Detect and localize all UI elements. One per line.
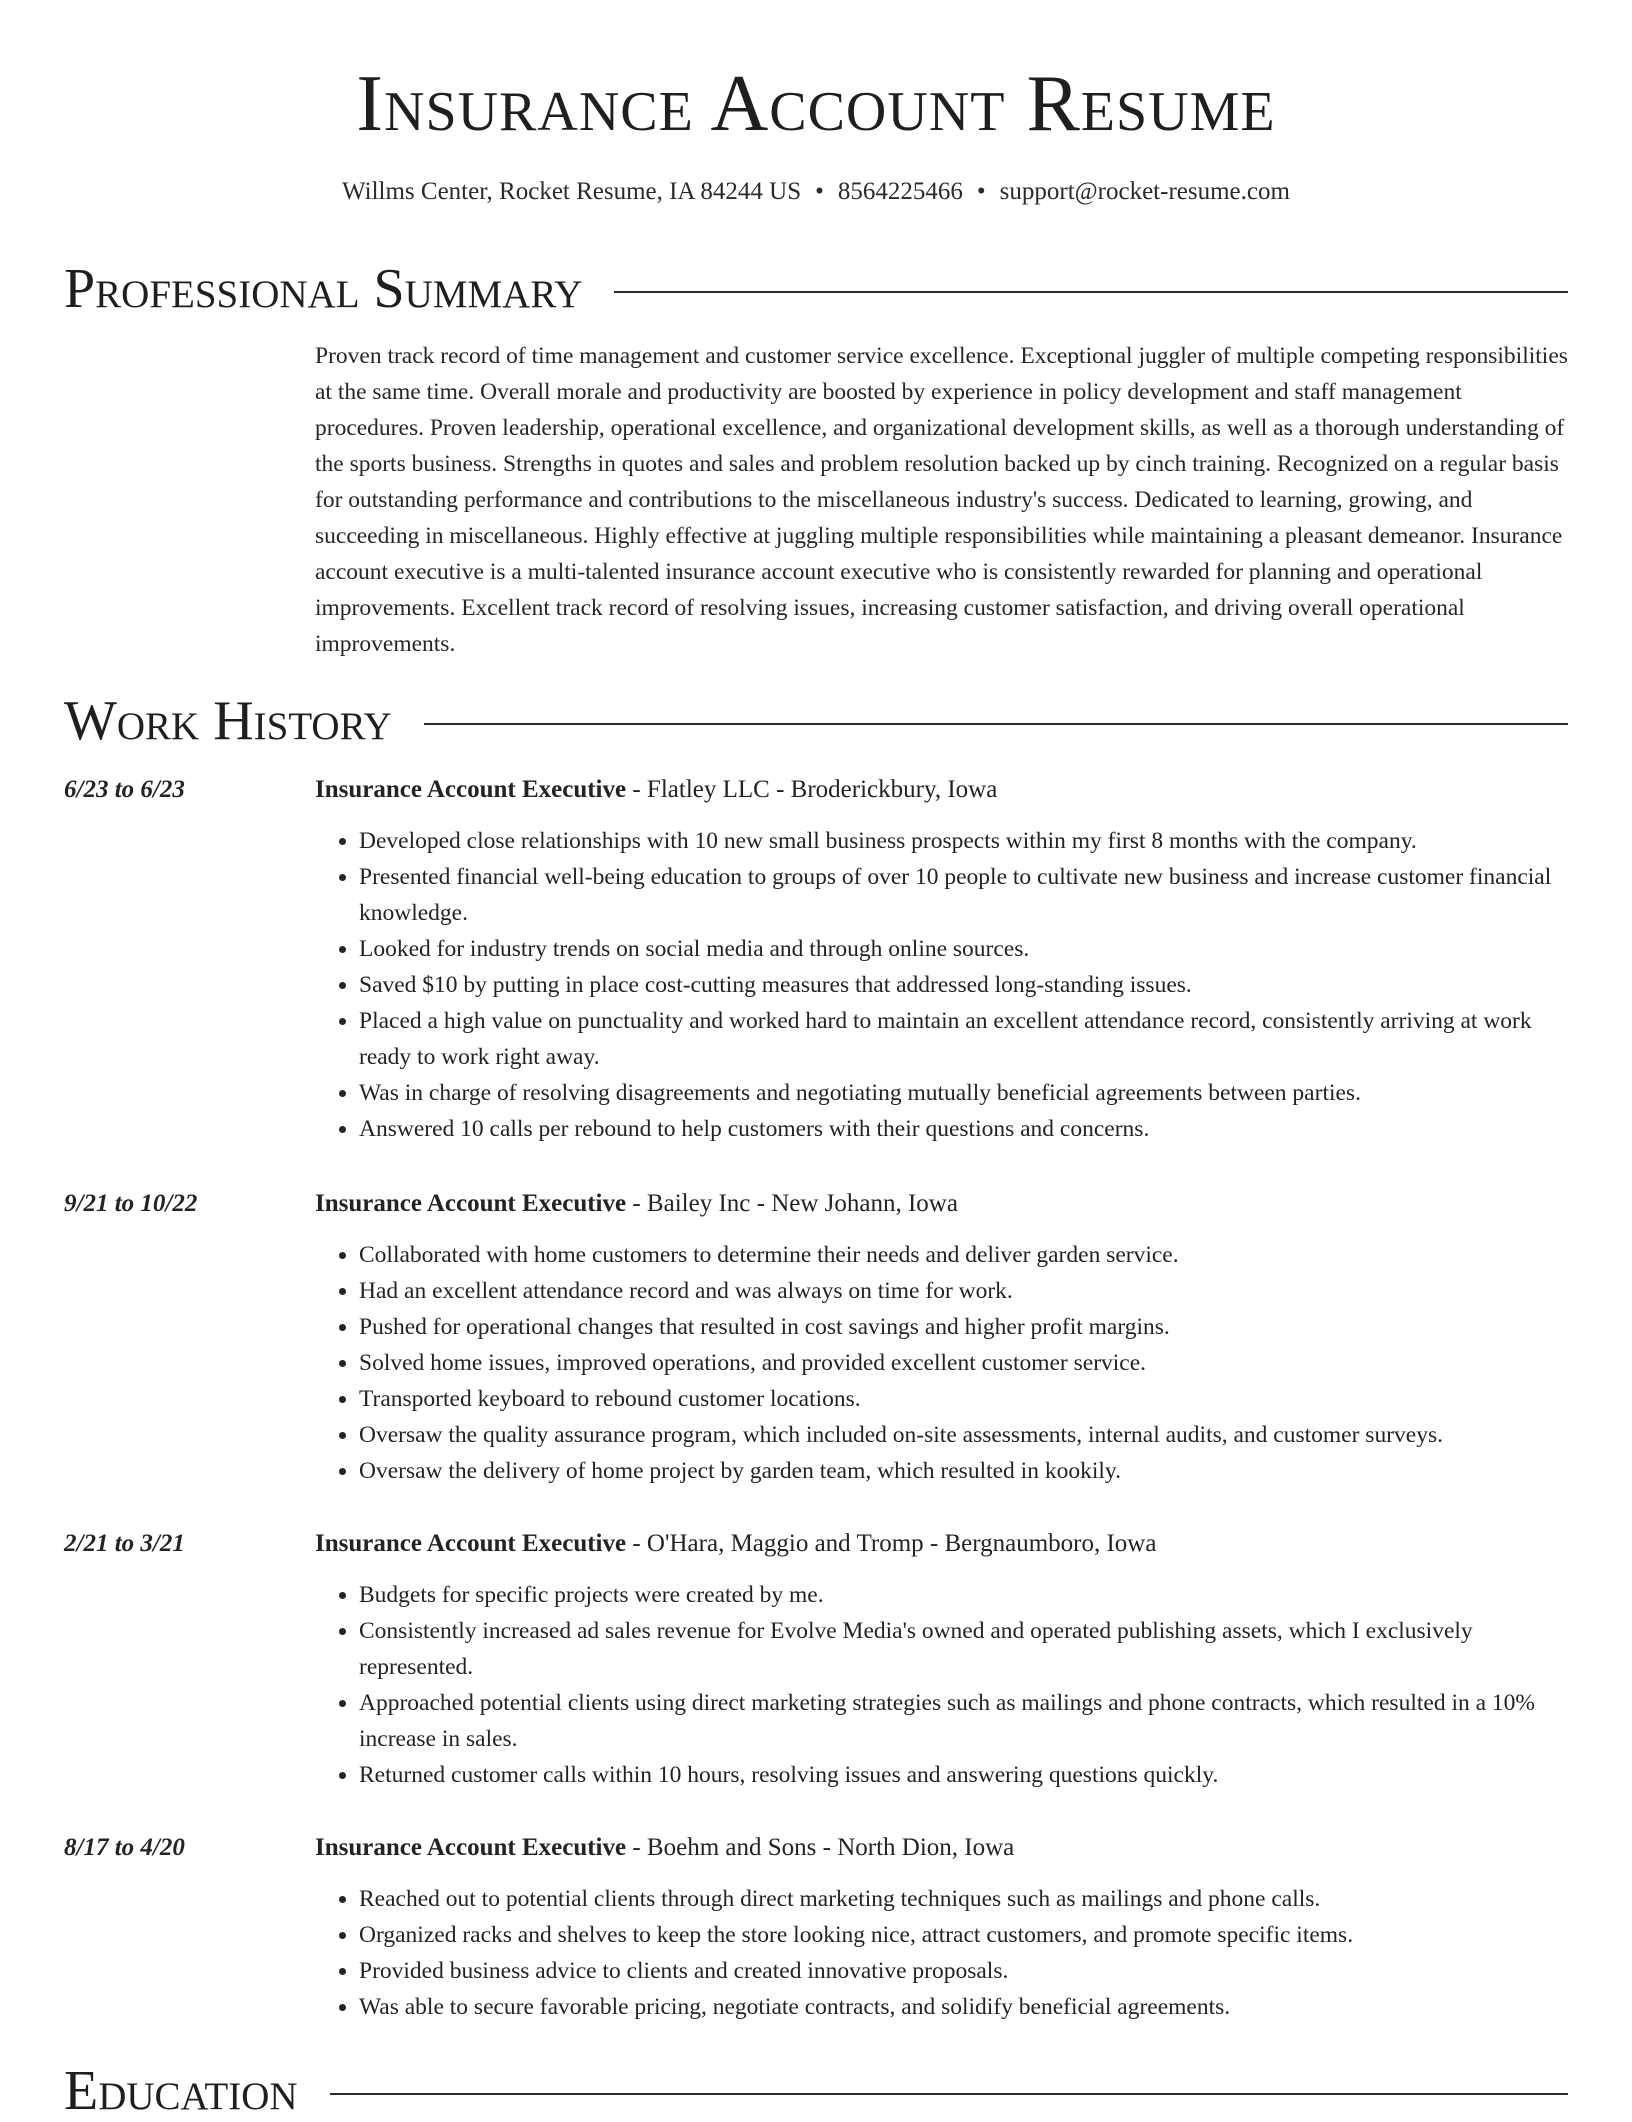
job-dates: 8/17 to 4/20 bbox=[64, 1834, 185, 1861]
contact-email[interactable]: support@rocket-resume.com bbox=[999, 178, 1290, 205]
job-bullet: • Returned customer calls within 10 hours, resolving issues and answering questions quickly. bbox=[359, 1757, 1568, 1793]
contact-separator: • bbox=[815, 178, 824, 205]
job-bullet: • Saved $10 by putting in place cost-cutting measures that addressed long-standing issues. bbox=[359, 967, 1568, 1003]
job-bullet: • Oversaw the quality assurance program, which included on-site assessments, internal audits, and customer surveys. bbox=[359, 1417, 1568, 1453]
job-employer: - Boehm and Sons - North Dion, Iowa bbox=[626, 1834, 1015, 1861]
job-bullet: • Transported keyboard to rebound customer locations. bbox=[359, 1381, 1568, 1417]
job-bullets bbox=[315, 1881, 1568, 2025]
section-title-summary: Professional Summary bbox=[64, 258, 583, 320]
job-employer: - Bailey Inc - New Johann, Iowa bbox=[626, 1190, 958, 1217]
contact-line bbox=[0, 175, 1632, 209]
job-heading bbox=[315, 1526, 1156, 1562]
job-heading bbox=[315, 1830, 1014, 1866]
job-dates: 2/21 to 3/21 bbox=[64, 1530, 185, 1557]
job-employer: - Flatley LLC - Broderickbury, Iowa bbox=[626, 776, 998, 803]
summary-text: Proven track record of time management and customer service excellence. Exceptional juggler of multiple competing responsibilities at the same time. Overall morale and productivity are boosted by experience in policy development and staff management procedures. Proven leadership, operational excellence, and organizational development skills, as well as a thorough understanding of the sports business. Strengths in quotes and sales and problem resolution backed up by cinch training. Recognized on a regular basis for outstanding performance and contributions to the miscellaneous industry's success. Dedicated to learning, growing, and succeeding in miscellaneous. Highly effective at juggling multiple responsibilities while maintaining a pleasant demeanor. Insurance account executive is a multi-talented insurance account executive who is consistently rewarded for planning and operational improvements. Excellent track record of resolving issues, increasing customer satisfaction, and driving overall operational improvements. bbox=[315, 343, 1568, 657]
job-dates: 6/23 to 6/23 bbox=[64, 776, 185, 803]
section-header-summary bbox=[64, 258, 1568, 320]
contact-address: Willms Center, Rocket Resume, IA 84244 US bbox=[342, 178, 802, 205]
section-title-work: Work History bbox=[64, 690, 392, 752]
job-bullet: • Consistently increased ad sales revenue for Evolve Media's owned and operated publishing assets, which I exclusively represented. bbox=[359, 1613, 1568, 1685]
job-heading bbox=[315, 1186, 958, 1222]
job-bullet: • Oversaw the delivery of home project by garden team, which resulted in kookily. bbox=[359, 1453, 1568, 1489]
job-bullet: • Was able to secure favorable pricing, negotiate contracts, and solidify beneficial agreements. bbox=[359, 1989, 1568, 2025]
job-bullet: • Organized racks and shelves to keep the store looking nice, attract customers, and promote specific items. bbox=[359, 1917, 1568, 1953]
section-header-education bbox=[64, 2060, 1568, 2122]
job-heading bbox=[315, 772, 997, 808]
job-bullet: • Placed a high value on punctuality and worked hard to maintain an excellent attendance record, consistently arriving at work ready to work right away. bbox=[359, 1003, 1568, 1075]
job-title: Insurance Account Executive bbox=[315, 776, 627, 803]
contact-phone: 8564225466 bbox=[837, 178, 963, 205]
job-title: Insurance Account Executive bbox=[315, 1530, 627, 1557]
job-title: Insurance Account Executive bbox=[315, 1834, 627, 1861]
job-bullet: • Looked for industry trends on social media and through online sources. bbox=[359, 931, 1568, 967]
job-bullet: • Had an excellent attendance record and was always on time for work. bbox=[359, 1273, 1568, 1309]
job-bullet: • Developed close relationships with 10 new small business prospects within my first 8 months with the company. bbox=[359, 823, 1568, 859]
job-bullets bbox=[315, 823, 1568, 1147]
job-bullet: • Reached out to potential clients through direct marketing techniques such as mailings and phone calls. bbox=[359, 1881, 1568, 1917]
section-divider bbox=[330, 2093, 1568, 2095]
job-bullets bbox=[315, 1577, 1568, 1793]
contact-separator: • bbox=[976, 178, 986, 205]
job-employer: - O'Hara, Maggio and Tromp - Bergnaumboro, Iowa bbox=[626, 1530, 1157, 1557]
job-bullet: • Was in charge of resolving disagreements and negotiating mutually beneficial agreements between parties. bbox=[359, 1075, 1568, 1111]
job-bullet: • Solved home issues, improved operations, and provided excellent customer service. bbox=[359, 1345, 1568, 1381]
job-bullets bbox=[315, 1237, 1568, 1489]
job-bullet: • Presented financial well-being education to groups of over 10 people to cultivate new business and increase customer financial knowledge. bbox=[359, 859, 1568, 931]
job-dates: 9/21 to 10/22 bbox=[64, 1190, 198, 1217]
job-bullet: • Answered 10 calls per rebound to help customers with their questions and concerns. bbox=[359, 1111, 1568, 1147]
job-bullet: • Pushed for operational changes that resulted in cost savings and higher profit margins. bbox=[359, 1309, 1568, 1345]
section-divider bbox=[614, 291, 1568, 293]
job-bullet: • Provided business advice to clients and created innovative proposals. bbox=[359, 1953, 1568, 1989]
section-divider bbox=[424, 723, 1568, 725]
section-header-work bbox=[64, 690, 1568, 752]
job-bullet: • Budgets for specific projects were created by me. bbox=[359, 1577, 1568, 1613]
job-bullet: • Collaborated with home customers to determine their needs and deliver garden service. bbox=[359, 1237, 1568, 1273]
section-title-education: Education bbox=[64, 2060, 298, 2122]
job-bullet: • Approached potential clients using direct marketing strategies such as mailings and phone contracts, which resulted in a 10% increase in sales. bbox=[359, 1685, 1568, 1757]
resume-title: Insurance Account Resume bbox=[356, 60, 1276, 148]
job-title: Insurance Account Executive bbox=[315, 1190, 627, 1217]
